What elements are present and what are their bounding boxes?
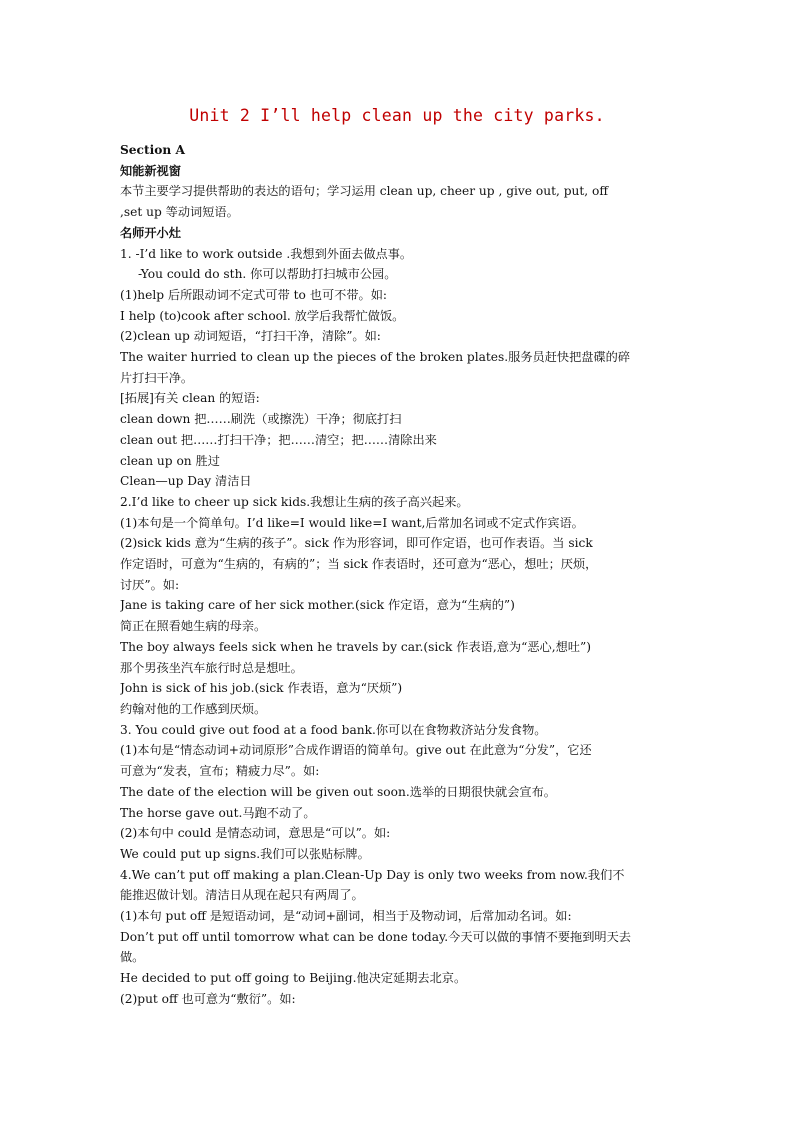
text-line: 可意为“发表，宣布；精疲力尽”。如: <box>120 764 320 779</box>
section-heading: 知能新视窗 <box>120 163 181 178</box>
text-line: (2)clean up 动词短语，“打扫干净，清除”。如: <box>120 329 381 344</box>
document-body <box>120 140 680 1010</box>
text-line: clean down 把……刷洗（或擦洗）干净；彻底打扫 <box>120 412 402 427</box>
text-line: 讨厌”。如: <box>120 577 180 592</box>
text-line: 约翰对他的工作感到厌烦。 <box>120 701 267 716</box>
text-line: 4.We can’t put off making a plan.Clean-Up Day is only two weeks from now.我们不 <box>120 867 625 882</box>
text-line: (2)put off 也可意为“敷衍”。如: <box>120 991 296 1006</box>
text-line: 2.I’d like to cheer up sick kids.我想让生病的孩子高兴起来。 <box>120 494 469 509</box>
page-title: Unit 2 I’ll help clean up the city parks. <box>189 106 605 125</box>
text-line: 那个男孩坐汽车旅行时总是想吐。 <box>120 660 303 675</box>
text-line: The horse gave out.马跑不动了。 <box>120 805 316 820</box>
text-line: I help (to)cook after school. 放学后我帮忙做饭。 <box>120 308 405 323</box>
text-line: Don’t put off until tomorrow what can be done today.今天可以做的事情不要拖到明天去 <box>120 929 631 944</box>
text-line: 做。 <box>120 950 145 965</box>
text-line: (1)本句是一个简单句。I’d like=I would like=I want,后常加名词或不定式作宾语。 <box>120 515 584 530</box>
text-line: 能推迟做计划。清洁日从现在起只有两周了。 <box>120 888 364 903</box>
text-line: clean out 把……打扫干净；把……清空；把……清除出来 <box>120 432 437 447</box>
text-line: The date of the election will be given out soon.选举的日期很快就会宣布。 <box>120 784 556 799</box>
text-line: Jane is taking care of her sick mother.(sick 作定语，意为“生病的”) <box>120 598 515 613</box>
text-line: clean up on 胜过 <box>120 453 220 468</box>
text-line: The boy always feels sick when he travels by car.(sick 作表语,意为“恶心,想吐”) <box>120 639 591 654</box>
text-line: The waiter hurried to clean up the pieces of the broken plates.服务员赶快把盘碟的碎 <box>120 350 631 365</box>
text-line: Clean—up Day 清洁日 <box>120 474 252 489</box>
text-line: 作定语时，可意为“生病的，有病的”；当 sick 作表语时，还可意为“恶心，想吐；厌烦， <box>120 557 598 572</box>
text-line: (1)本句 put off 是短语动词，是“动词+副词，相当于及物动词，后常加动名词。如: <box>120 909 572 924</box>
text-line: (2)本句中 could 是情态动词，意思是“可以”。如: <box>120 826 391 841</box>
text-line: 1. -I’d like to work outside .我想到外面去做点事。 <box>120 246 413 261</box>
text-line: -You could do sth. 你可以帮助打扫城市公园。 <box>138 267 397 282</box>
text-line: 简正在照看她生病的母亲。 <box>120 619 267 634</box>
text-line: We could put up signs.我们可以张贴标牌。 <box>120 846 370 861</box>
text-line: John is sick of his job.(sick 作表语，意为“厌烦”) <box>120 681 403 696</box>
text-line: 3. You could give out food at a food bank.你可以在食物救济站分发食物。 <box>120 722 547 737</box>
text-line: (1)help 后所跟动词不定式可带 to 也可不带。如: <box>120 287 387 302</box>
text-line: 本节主要学习提供帮助的表达的语句；学习运用 clean up, cheer up , give out, put, off <box>120 184 609 199</box>
section-heading: 名师开小灶 <box>120 225 181 240</box>
text-line: He decided to put off going to Beijing.他决定延期去北京。 <box>120 971 467 986</box>
text-line: [拓展]有关 clean 的短语: <box>120 391 260 406</box>
text-line: 片打扫干净。 <box>120 370 194 385</box>
text-line: (2)sick kids 意为“生病的孩子”。sick 作为形容词，即可作定语，也可作表语。当 sick <box>120 536 593 551</box>
section-heading: Section A <box>120 143 185 157</box>
text-line: (1)本句是“情态动词+动词原形”合成作谓语的简单句。give out 在此意为“分发”，它还 <box>120 743 592 758</box>
text-line: ,set up 等动词短语。 <box>120 205 239 220</box>
